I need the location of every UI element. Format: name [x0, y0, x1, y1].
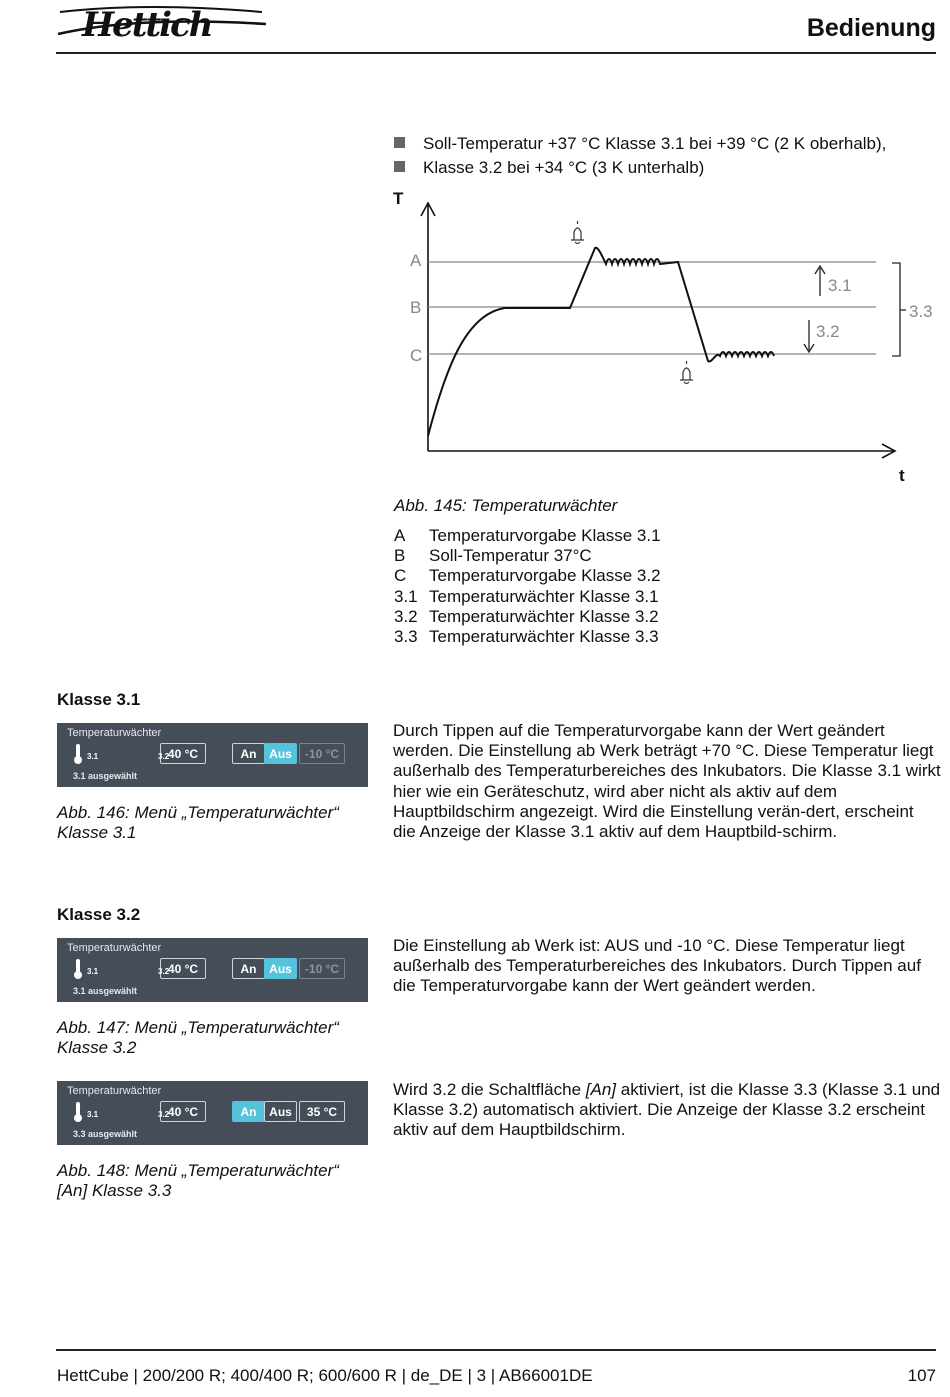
y-axis-label: T — [393, 189, 404, 208]
svg-text:Hettich: Hettich — [82, 5, 212, 42]
level-label-c: C — [410, 346, 423, 365]
value-32-button[interactable]: -10 °C — [299, 958, 345, 979]
off-button[interactable]: Aus — [264, 743, 297, 764]
off-button[interactable]: Aus — [264, 958, 297, 979]
value-32-button[interactable]: 35 °C — [299, 1101, 345, 1122]
value-31-button[interactable]: 40 °C — [160, 1101, 206, 1122]
figure-caption: Abb. 145: Temperaturwächter — [394, 496, 618, 515]
legend-row: 3.2 Temperaturwächter Klasse 3.2 — [394, 606, 659, 626]
figure-caption: Abb. 148: Menü „Temperaturwächter“ [An] Klasse 3.3 — [57, 1161, 339, 1200]
paragraph-31: Durch Tippen auf die Temperaturvorgabe kann der Wert geändert werden. Die Einstellung ab Werk beträgt +70 °C. Diese Temperatur liegt außerhalb des Temperaturbereiches des Inkubators. Die Klasse 3.1 wirkt hier wie ein Geräteschutz, wird aber nicht als aktiv auf dem Hauptbildschirm angezeigt. Wird die Einstellung verän-dert, erscheint die Anzeige der Klasse 3.1 aktiv auf dem Hauptbild-schirm. — [393, 721, 941, 842]
level-label-b: B — [410, 298, 422, 317]
thermometer-icon — [71, 743, 85, 765]
bracket-33 — [892, 263, 900, 356]
menu-panel-33 — [57, 1081, 368, 1145]
figure-caption: Abb. 146: Menü „Temperaturwächter“ Klasse 3.1 — [57, 803, 339, 842]
panel-title: Temperaturwächter — [67, 727, 162, 739]
temperature-curve — [428, 248, 774, 436]
heading-klasse-31: Klasse 3.1 — [57, 690, 141, 709]
page-number: 107 — [907, 1366, 936, 1385]
on-button[interactable]: An — [232, 958, 265, 979]
heading-klasse-32: Klasse 3.2 — [57, 905, 141, 924]
marker-label-33: 3.3 — [909, 302, 933, 321]
figure-legend — [394, 526, 661, 647]
value-31-button[interactable]: 40 °C — [160, 958, 206, 979]
on-button[interactable]: An — [232, 743, 265, 764]
bullet-item: Klasse 3.2 bei +34 °C (3 K unterhalb) — [394, 156, 704, 180]
bell-icon — [680, 361, 693, 384]
bullet-item: Soll-Temperatur +37 °C Klasse 3.1 bei +39 °C (2 K oberhalb), — [394, 132, 886, 156]
legend-row: 3.3 Temperaturwächter Klasse 3.3 — [394, 627, 659, 647]
temperature-diagram — [390, 186, 940, 486]
marker-label-31: 3.1 — [828, 276, 852, 295]
label-31: 3.1 — [87, 752, 99, 761]
on-button[interactable]: An — [232, 1101, 265, 1122]
panel-title: Temperaturwächter — [67, 1085, 162, 1097]
menu-panel-31 — [57, 723, 368, 787]
legend-row: B Soll-Temperatur 37°C — [394, 546, 592, 566]
thermometer-icon — [71, 958, 85, 980]
footer-text: HettCube | 200/200 R; 400/400 R; 600/600 R | de_DE | 3 | AB66001DE — [57, 1366, 593, 1385]
hettich-logo — [56, 2, 268, 42]
label-32: 3.2 — [158, 1110, 170, 1119]
paragraph-33: Wird 3.2 die Schaltfläche [An] aktiviert, ist die Klasse 3.3 (Klasse 3.1 und Klasse 3.2) automatisch aktiviert. Die Anzeige der Klasse 3.2 erscheint aktiv auf dem Hauptbildschirm. — [393, 1080, 941, 1140]
selection-status: 3.1 ausgewählt — [73, 771, 138, 781]
level-label-a: A — [410, 251, 422, 270]
value-31-button[interactable]: 40 °C — [160, 743, 206, 764]
selection-status: 3.1 ausgewählt — [73, 986, 138, 996]
label-32: 3.2 — [158, 752, 170, 761]
legend-row: C Temperaturvorgabe Klasse 3.2 — [394, 566, 661, 586]
footer-rule — [56, 1349, 936, 1351]
figure-caption: Abb. 147: Menü „Temperaturwächter“ Klasse 3.2 — [57, 1018, 339, 1057]
x-axis-label: t — [899, 466, 905, 485]
label-32: 3.2 — [158, 967, 170, 976]
bell-icon — [571, 221, 584, 244]
off-button[interactable]: Aus — [264, 1101, 297, 1122]
value-32-button[interactable]: -10 °C — [299, 743, 345, 764]
legend-row: 3.1 Temperaturwächter Klasse 3.1 — [394, 586, 659, 606]
label-31: 3.1 — [87, 967, 99, 976]
header-rule — [56, 52, 936, 54]
marker-label-32: 3.2 — [816, 322, 840, 341]
selection-status: 3.3 ausgewählt — [73, 1129, 138, 1139]
legend-row: A Temperaturvorgabe Klasse 3.1 — [394, 526, 661, 545]
paragraph-32: Die Einstellung ab Werk ist: AUS und -10 °C. Diese Temperatur liegt außerhalb des Temperaturbereiches des Inkubators. Durch Tippen auf die Temperaturvorgabe kann der Wert geändert werden. — [393, 936, 921, 996]
panel-title: Temperaturwächter — [67, 942, 162, 954]
label-31: 3.1 — [87, 1110, 99, 1119]
section-title: Bedienung — [806, 14, 936, 42]
thermometer-icon — [71, 1101, 85, 1123]
menu-panel-32 — [57, 938, 368, 1002]
